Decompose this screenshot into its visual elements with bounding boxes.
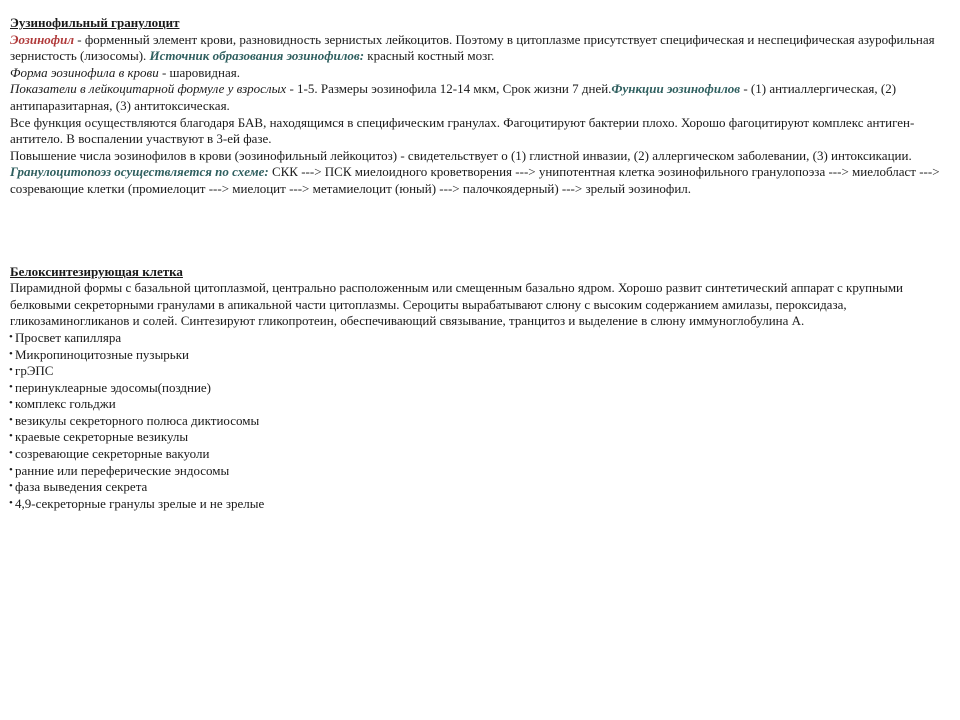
- eosinophil-functions-detail: Все функция осуществляются благодаря БАВ, находящимся в специфическим гранулах. Фагоцитируют бактерии плохо. Хорошо фагоцитируют комплекс антиген-антитело. В воспалении участвуют в 3-ей фазе.: [10, 114, 915, 147]
- list-item: • созревающие секреторные вакуоли: [10, 446, 950, 463]
- list-item: • краевые секреторные везикулы: [10, 429, 950, 446]
- structure-list: [10, 330, 950, 513]
- list-item: • ранние или переферические эндосомы: [10, 463, 950, 480]
- eosinophil-shape-label: Форма эозинофила в крови: [10, 64, 159, 80]
- granulocytopoiesis-scheme: [10, 164, 950, 197]
- eosinophil-indicators-text: - 1-5. Размеры эозинофила 12-14 мкм, Срок жизни 7 дней.: [286, 81, 612, 97]
- protein-cell-section: [10, 264, 950, 513]
- list-item: • Микропиноцитозные пузырьки: [10, 347, 950, 364]
- eosinophil-term: Эозинофил: [10, 31, 75, 47]
- eosinophil-source-term: Источник образования эозинофилов:: [149, 48, 365, 64]
- section-spacer: [10, 198, 950, 264]
- eosinophil-indicators-label: Показатели в лейкоцитарной формуле у взрослых: [10, 81, 287, 97]
- list-item: • везикулы секреторного полюса диктиосомы: [10, 413, 950, 430]
- protein-cell-heading: Белоксинтезирующая клетка: [10, 263, 183, 279]
- eosinophil-indicators: [10, 81, 950, 114]
- eosinophil-shape-text: - шаровидная.: [158, 64, 240, 80]
- list-item: • Просвет капилляра: [10, 330, 950, 347]
- list-item: • комплекс гольджи: [10, 396, 950, 413]
- protein-cell-description: Пирамидной формы с базальной цитоплазмой, центрально расположенным или смещенным базально ядром. Хорошо развит синтетический аппарат с крупными белковыми секреторными гранулами в апикальной части цитоплазмы. Сероциты вырабатывают слюну с высоким содержанием амилазы, пероксидаза, гликозаминогликанов и солей. Синтезируют гликопротеин, обеспечивающий связывание, транцитоз и выделение в слюну иммуноглобулина А.: [10, 280, 904, 329]
- eosinophil-source-text: красный костный мозг.: [364, 48, 495, 64]
- list-item: • перинуклеарные эдосомы(поздние): [10, 380, 950, 397]
- granulocytopoiesis-term: Гранулоцитопоэз осуществляется по схеме:: [10, 164, 269, 180]
- list-item: • грЭПС: [10, 363, 950, 380]
- eosinophil-section: [10, 15, 950, 198]
- eosinophil-functions-term: Функции эозинофилов: [611, 81, 741, 97]
- eosinophilia-note: Повышение числа эозинофилов в крови (эозинофильный лейкоцитоз) - свидетельствует о (1) глистной инвазии, (2) аллергическом заболевании, (3) интоксикации.: [10, 147, 912, 163]
- eosinophil-definition-text: - форменный элемент крови, разновидность зернистых лейкоцитов. Поэтому в цитоплазме присутствует специфическая и неспецифическая азурофильная зернистость (лизосомы).: [10, 31, 935, 64]
- granulocytopoiesis-text: СКК ---> ПСК миелоидного кроветворения ---> унипотентная клетка эозинофильного гранулопоэза ---> миелобласт ---> созревающие клетки (промиелоцит ---> миелоцит ---> метамиелоцит (юный) ---> палочкоядерный) ---> зрелый эозинофил.: [10, 164, 940, 196]
- document-page: [10, 15, 950, 512]
- list-item: • фаза выведения секрета: [10, 479, 950, 496]
- eosinophil-heading: Эузинофильный гранулоцит: [10, 15, 180, 30]
- eosinophil-functions-text: - (1) антиаллергическая, (2) антипаразитарная, (3) антитоксическая.: [10, 81, 897, 113]
- list-item: • 4,9-секреторные гранулы зрелые и не зрелые: [10, 496, 950, 513]
- eosinophil-definition: [10, 32, 950, 65]
- eosinophil-shape: [10, 65, 950, 82]
